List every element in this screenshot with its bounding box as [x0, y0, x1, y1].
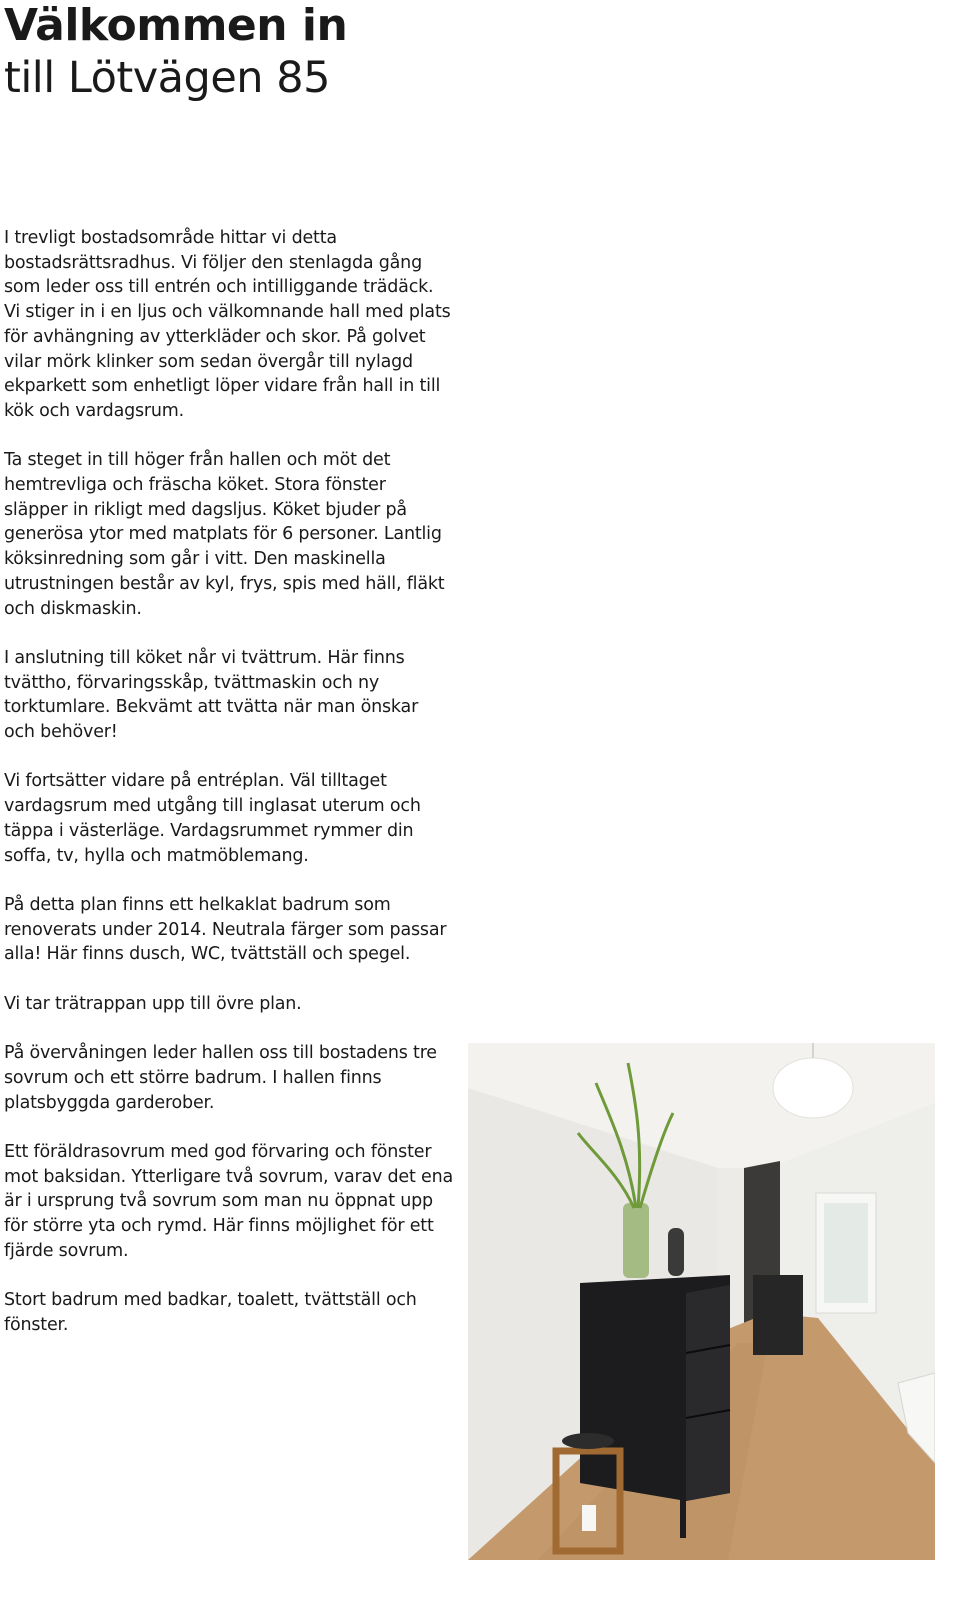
- description-text: [4, 226, 454, 1362]
- hallway-photo: [468, 1043, 935, 1560]
- paragraph-bedrooms: Ett föräldrasovrum med god förvaring och fönster mot baksidan. Ytterligare två sovrum, varav det ena är i ursprung två sovrum som man nu öppnat upp för större yta och rymd. Här finns möjlighet för ett fjärde sovrum.: [4, 1141, 453, 1261]
- page-subtitle: till Lötvägen 85: [4, 53, 330, 103]
- paragraph-bathroom-upper: Stort badrum med badkar, toalett, tvättställ och fönster.: [4, 1290, 417, 1335]
- paragraph-living-room: Vi fortsätter vidare på entréplan. Väl tilltaget vardagsrum med utgång till inglasat uterum och täppa i västerläge. Vardagsrummet rymmer din soffa, tv, hylla och matmöblemang.: [4, 771, 421, 866]
- paragraph-upper-hall: På övervåningen leder hallen oss till bostadens tre sovrum och ett större badrum. I hallen finns platsbyggda garderober.: [4, 1043, 437, 1113]
- paragraph-laundry: I anslutning till köket når vi tvättrum. Här finns tvättho, förvaringsskåp, tvättmaskin och ny torktumlare. Bekvämt att tvätta när man önskar och behöver!: [4, 647, 419, 743]
- paragraph-bathroom-ground: På detta plan finns ett helkaklat badrum som renoverats under 2014. Neutrala färger som passar alla! Här finns dusch, WC, tvättställ och spegel.: [4, 894, 447, 965]
- paragraph-kitchen: Ta steget in till höger från hallen och möt det hemtrevliga och fräscha köket. Stora fönster släpper in rikligt med dagsljus. Köket bjuder på generösa ytor med matplats för 6 personer. Lantlig köksinredning som går i vitt. Den maskinella utrustningen består av kyl, frys, spis med häll, fläkt och diskmaskin.: [4, 450, 445, 619]
- paragraph-entrance: I trevligt bostadsområde hittar vi detta bostadsrättsradhus. Vi följer den stenlagda gång som leder oss till entrén och intilliggande trädäck. Vi stiger in i en ljus och välkomnande hall med plats för avhängning av ytterkläder och skor. På golvet vilar mörk klinker som sedan övergår till nylagd ekparkett som enhetligt löper vidare från hall in till kök och vardagsrum.: [4, 228, 451, 421]
- paragraph-staircase: Vi tar trätrappan upp till övre plan.: [4, 993, 302, 1014]
- page-title: Välkommen in: [4, 0, 348, 51]
- hallway-illustration: [468, 1043, 935, 1560]
